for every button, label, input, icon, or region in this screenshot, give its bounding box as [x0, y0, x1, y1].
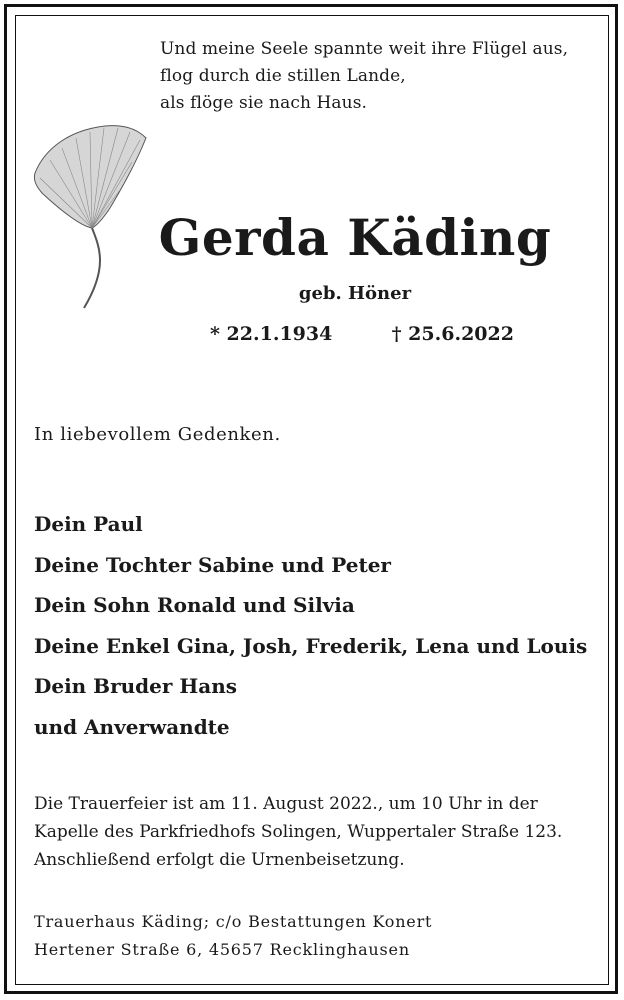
- birth-date: * 22.1.1934: [210, 323, 333, 345]
- mourners-list: [34, 504, 604, 747]
- service-line: Die Trauerfeier ist am 11. August 2022., um 10 Uhr in der: [34, 794, 538, 814]
- poem-line: Und meine Seele spannte weit ihre Flügel aus,: [160, 39, 569, 59]
- mourner: und Anverwandte: [34, 714, 230, 739]
- mourner: Deine Enkel Gina, Josh, Frederik, Lena und Louis: [34, 633, 588, 658]
- maiden-name: geb. Höner: [298, 283, 412, 304]
- mourner: Dein Sohn Ronald und Silvia: [34, 593, 355, 617]
- poem: [160, 36, 600, 117]
- life-dates: [210, 323, 514, 345]
- service-info: [34, 790, 604, 874]
- funeral-home-address: [34, 908, 604, 964]
- mourner: Dein Bruder Hans: [34, 674, 238, 698]
- service-line: Anschließend erfolgt die Urnenbeisetzung.: [34, 850, 405, 870]
- deceased-name: Gerda Käding: [158, 208, 552, 267]
- poem-line: als flöge sie nach Haus.: [160, 93, 368, 113]
- address-line: Hertener Straße 6, 45657 Recklinghausen: [34, 940, 410, 959]
- death-date: † 25.6.2022: [391, 323, 514, 345]
- greeting: In liebevollem Gedenken.: [34, 424, 281, 445]
- service-line: Kapelle des Parkfriedhofs Solingen, Wuppertaler Straße 123.: [34, 822, 563, 842]
- mourner: Dein Paul: [34, 512, 143, 536]
- address-line: Trauerhaus Käding; c/o Bestattungen Konert: [34, 912, 433, 931]
- mourner: Deine Tochter Sabine und Peter: [34, 552, 391, 577]
- poem-line: flog durch die stillen Lande,: [160, 66, 406, 86]
